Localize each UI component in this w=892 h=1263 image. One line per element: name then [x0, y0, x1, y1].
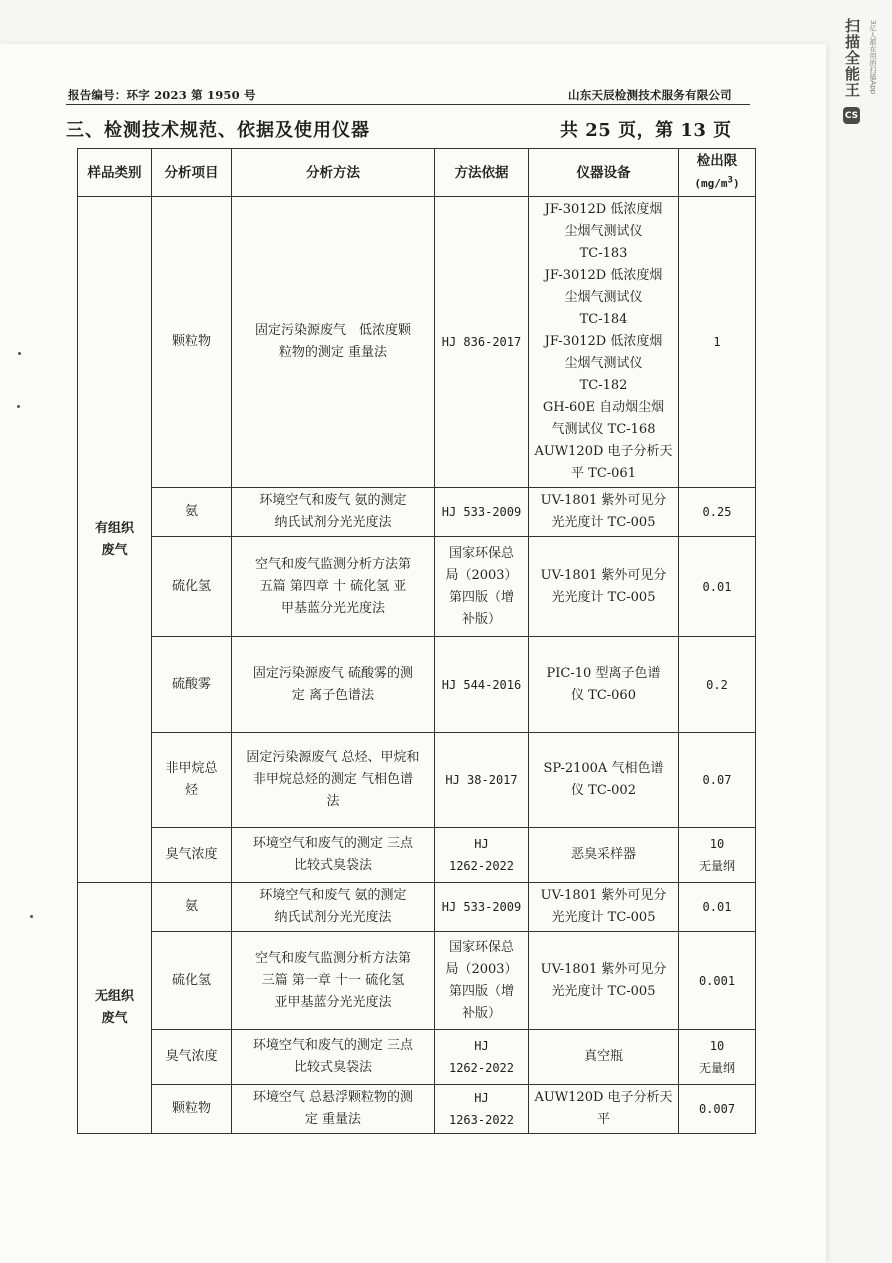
cell-item: 氨 [152, 883, 232, 932]
cell-method: 固定污染源废气 总烃、甲烷和 非甲烷总烃的测定 气相色谱 法 [232, 733, 435, 828]
cell-item: 臭气浓度 [152, 828, 232, 883]
cell-instrument: 真空瓶 [529, 1030, 679, 1085]
cell-basis: HJ 533-2009 [435, 883, 529, 932]
cell-basis: HJ 836-2017 [435, 197, 529, 488]
section-title: 三、检测技术规范、依据及使用仪器 [66, 120, 370, 141]
cell-basis: HJ 1262-2022 [435, 1030, 529, 1085]
table-row [78, 883, 756, 932]
header-divider [66, 104, 750, 105]
header-item: 分析项目 [152, 149, 232, 197]
cell-basis: HJ 544-2016 [435, 637, 529, 733]
table-row [78, 932, 756, 1030]
cell-item: 臭气浓度 [152, 1030, 232, 1085]
cell-item: 颗粒物 [152, 1085, 232, 1134]
cell-item: 氨 [152, 488, 232, 537]
camscanner-slogan: 3亿人都在用的扫描App [869, 20, 877, 95]
header-limit-unit: $(mg/m^3)$ [694, 175, 740, 190]
cell-item: 硫酸雾 [152, 637, 232, 733]
table-row [78, 828, 756, 883]
cell-instrument: SP-2100A 气相色谱 仪 TC-002 [529, 733, 679, 828]
scan-speck [18, 352, 21, 355]
cell-item: 硫化氢 [152, 537, 232, 637]
cell-limit: 0.01 [679, 537, 756, 637]
cell-item: 非甲烷总 烃 [152, 733, 232, 828]
cell-instrument: PIC-10 型离子色谱 仪 TC-060 [529, 637, 679, 733]
scan-speck [17, 405, 20, 408]
header-limit-label: 检出限 [696, 153, 738, 170]
table-row [78, 197, 756, 488]
cell-item: 颗粒物 [152, 197, 232, 488]
scan-speck [30, 915, 33, 918]
table-header-row [78, 149, 756, 197]
cell-basis: HJ 533-2009 [435, 488, 529, 537]
cell-instrument: UV-1801 紫外可见分 光光度计 TC-005 [529, 537, 679, 637]
cell-limit: 0.2 [679, 637, 756, 733]
header-method: 分析方法 [232, 149, 435, 197]
cell-instrument: JF-3012D 低浓度烟 尘烟气测试仪 TC-183 JF-3012D 低浓度烟 尘烟气测试仪 TC-184 JF-3012D 低浓度烟 尘烟气测试仪 TC-182 GH-60E 自动烟尘烟 气测试仪 TC-168 AUW120D 电子分析天 平 TC-061 [529, 197, 679, 488]
cell-method: 固定污染源废气 硫酸雾的测 定 离子色谱法 [232, 637, 435, 733]
methods-table [77, 148, 756, 1134]
cell-method: 空气和废气监测分析方法第 三篇 第一章 十一 硫化氢 亚甲基蓝分光光度法 [232, 932, 435, 1030]
header-basis: 方法依据 [435, 149, 529, 197]
camscanner-brand: 扫描全能王 [843, 18, 861, 98]
cell-instrument: 恶臭采样器 [529, 828, 679, 883]
header-instrument: 仪器设备 [529, 149, 679, 197]
cell-instrument: UV-1801 紫外可见分 光光度计 TC-005 [529, 883, 679, 932]
header-sample-type: 样品类别 [78, 149, 152, 197]
cell-instrument: UV-1801 紫外可见分 光光度计 TC-005 [529, 932, 679, 1030]
table-row [78, 637, 756, 733]
cell-limit: 1 [679, 197, 756, 488]
cell-item: 硫化氢 [152, 932, 232, 1030]
cell-method: 环境空气 总悬浮颗粒物的测 定 重量法 [232, 1085, 435, 1134]
cell-basis: 国家环保总 局（2003） 第四版（增 补版） [435, 537, 529, 637]
cell-method: 环境空气和废气的测定 三点 比较式臭袋法 [232, 1030, 435, 1085]
report-number: 报告编号：环字 2023 第 1950 号 [68, 88, 256, 102]
table-row [78, 733, 756, 828]
cell-basis: HJ 1263-2022 [435, 1085, 529, 1134]
table-row [78, 1030, 756, 1085]
cell-limit: 0.001 [679, 932, 756, 1030]
cell-method: 环境空气和废气 氨的测定 纳氏试剂分光光度法 [232, 883, 435, 932]
cell-method: 空气和废气监测分析方法第 五篇 第四章 十 硫化氢 亚 甲基蓝分光光度法 [232, 537, 435, 637]
cell-method: 环境空气和废气的测定 三点 比较式臭袋法 [232, 828, 435, 883]
sample-type-fugitive: 无组织 废气 [78, 883, 152, 1134]
cell-instrument: AUW120D 电子分析天 平 [529, 1085, 679, 1134]
page-count: 共 25 页，第 13 页 [560, 120, 732, 141]
cell-limit: 0.25 [679, 488, 756, 537]
cell-basis: 国家环保总 局（2003） 第四版（增 补版） [435, 932, 529, 1030]
cell-limit: 0.07 [679, 733, 756, 828]
table-row [78, 1085, 756, 1134]
table-row [78, 488, 756, 537]
cell-basis: HJ 38-2017 [435, 733, 529, 828]
table-row [78, 537, 756, 637]
cell-basis: HJ 1262-2022 [435, 828, 529, 883]
cell-method: 环境空气和废气 氨的测定 纳氏试剂分光光度法 [232, 488, 435, 537]
cell-instrument: UV-1801 紫外可见分 光光度计 TC-005 [529, 488, 679, 537]
camscanner-logo-icon: CS [843, 107, 860, 124]
cell-limit: 0.007 [679, 1085, 756, 1134]
company-name: 山东天辰检测技术服务有限公司 [568, 88, 732, 102]
header-limit [679, 149, 756, 197]
sample-type-organized: 有组织 废气 [78, 197, 152, 883]
cell-method: 固定污染源废气 低浓度颗 粒物的测定 重量法 [232, 197, 435, 488]
cell-limit: 10 无量纲 [679, 828, 756, 883]
cell-limit: 10 无量纲 [679, 1030, 756, 1085]
cell-limit: 0.01 [679, 883, 756, 932]
